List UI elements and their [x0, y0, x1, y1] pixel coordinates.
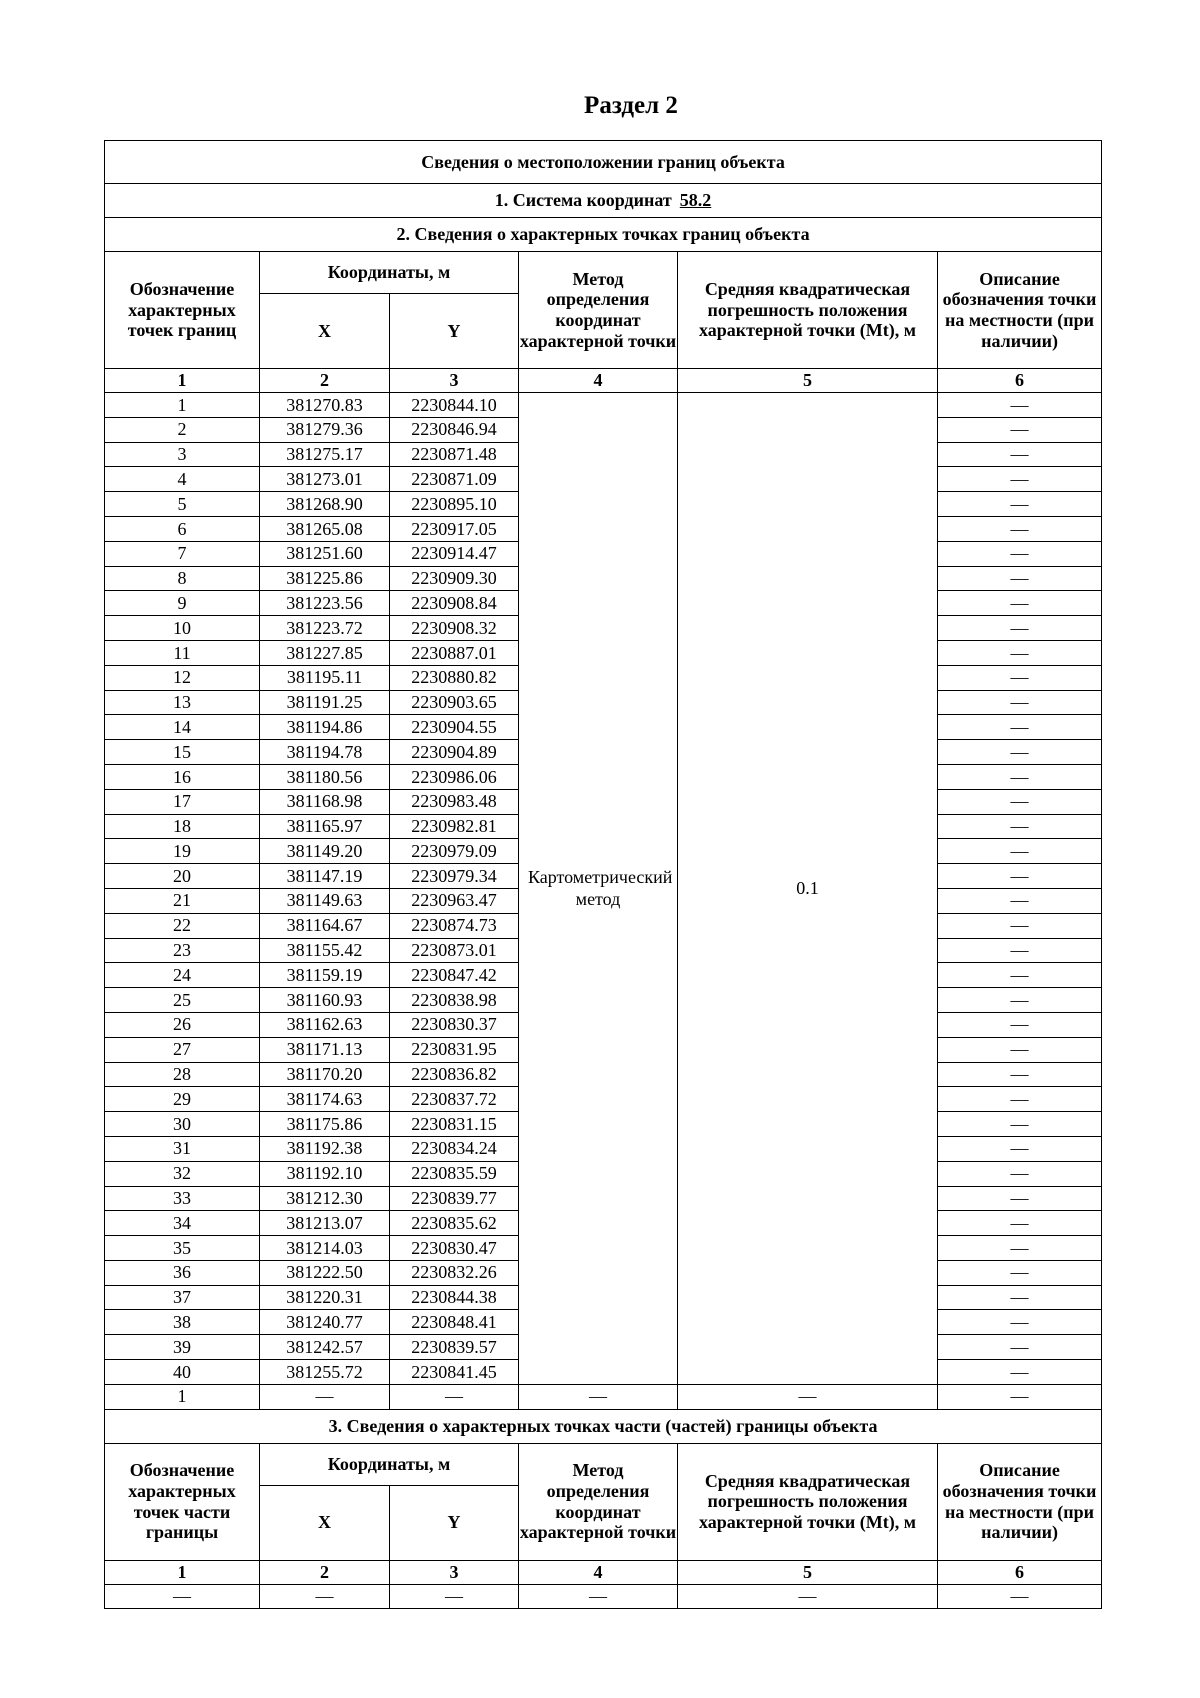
point-description: — [938, 467, 1102, 492]
method-value: Картометрический метод [528, 866, 673, 910]
point-x: 381225.86 [260, 566, 390, 591]
point-description: — [938, 541, 1102, 566]
point-number: 22 [105, 913, 260, 938]
point-y: 2230844.38 [390, 1285, 519, 1310]
header3-description: Описание обозначения точки на местности (при наличии) [938, 1443, 1102, 1560]
error-cell: 0.1 [678, 393, 938, 1385]
point-y: 2230903.65 [390, 690, 519, 715]
point-y: 2230832.26 [390, 1260, 519, 1285]
point-description: — [938, 740, 1102, 765]
point-number: 19 [105, 839, 260, 864]
col-num-5: 5 [678, 369, 938, 393]
point-x: 381170.20 [260, 1062, 390, 1087]
point-description: — [938, 1285, 1102, 1310]
point-description: — [938, 1310, 1102, 1335]
point-x: 381240.77 [260, 1310, 390, 1335]
point-number: 34 [105, 1211, 260, 1236]
point-description: — [938, 938, 1102, 963]
point-description: — [938, 417, 1102, 442]
point-y: 2230979.09 [390, 839, 519, 864]
point-y: 2230909.30 [390, 566, 519, 591]
point-y: 2230871.48 [390, 442, 519, 467]
point-number: 13 [105, 690, 260, 715]
closing-cell-3: — [390, 1384, 519, 1409]
col3-num-1: 1 [105, 1560, 260, 1584]
point-description: — [938, 1062, 1102, 1087]
col3-num-5: 5 [678, 1560, 938, 1584]
point-x: 381222.50 [260, 1260, 390, 1285]
point-x: 381194.78 [260, 740, 390, 765]
point-x: 381168.98 [260, 789, 390, 814]
point-y: 2230830.37 [390, 1012, 519, 1037]
point-number: 2 [105, 417, 260, 442]
point-description: — [938, 764, 1102, 789]
point-y: 2230917.05 [390, 516, 519, 541]
point-x: 381268.90 [260, 492, 390, 517]
column-number-row-3 [105, 1560, 1102, 1584]
col3-num-2: 2 [260, 1560, 390, 1584]
coord-system-value: 58.2 [679, 190, 712, 211]
point-y: 2230983.48 [390, 789, 519, 814]
point-description: — [938, 715, 1102, 740]
header3-y: Y [390, 1485, 519, 1560]
point-description: — [938, 1087, 1102, 1112]
point-y: 2230839.77 [390, 1186, 519, 1211]
point-y: 2230830.47 [390, 1236, 519, 1261]
point-y: 2230836.82 [390, 1062, 519, 1087]
point-description: — [938, 640, 1102, 665]
point-y: 2230986.06 [390, 764, 519, 789]
point-number: 32 [105, 1161, 260, 1186]
point-y: 2230880.82 [390, 665, 519, 690]
point-description: — [938, 1211, 1102, 1236]
closing-cell-4: — [519, 1384, 678, 1409]
point-number: 5 [105, 492, 260, 517]
closing-cell-1: 1 [105, 1384, 260, 1409]
point-y: 2230848.41 [390, 1310, 519, 1335]
point-y: 2230844.10 [390, 393, 519, 418]
point-description: — [938, 665, 1102, 690]
s3-cell-5: — [678, 1584, 938, 1609]
point-number: 23 [105, 938, 260, 963]
point-number: 40 [105, 1360, 260, 1385]
point-x: 381164.67 [260, 913, 390, 938]
point-number: 9 [105, 591, 260, 616]
point-number: 37 [105, 1285, 260, 1310]
s3-cell-3: — [390, 1584, 519, 1609]
point-x: 381175.86 [260, 1112, 390, 1137]
col-num-1: 1 [105, 369, 260, 393]
point-description: — [938, 690, 1102, 715]
point-x: 381159.19 [260, 963, 390, 988]
header-coordinates: Координаты, м [260, 252, 519, 294]
point-y: 2230831.95 [390, 1037, 519, 1062]
point-x: 381155.42 [260, 938, 390, 963]
point-number: 39 [105, 1335, 260, 1360]
point-description: — [938, 442, 1102, 467]
header3-coordinates: Координаты, м [260, 1443, 519, 1485]
section-3-title: 3. Сведения о характерных точках части (частей) границы объекта [105, 1409, 1102, 1443]
point-x: 381195.11 [260, 665, 390, 690]
s3-cell-2: — [260, 1584, 390, 1609]
point-y: 2230904.55 [390, 715, 519, 740]
point-x: 381227.85 [260, 640, 390, 665]
point-number: 15 [105, 740, 260, 765]
point-description: — [938, 888, 1102, 913]
section-2-title: 2. Сведения о характерных точках границ объекта [105, 218, 1102, 252]
point-y: 2230979.34 [390, 864, 519, 889]
header-error: Средняя квадратическая погрешность положения характерной точки (Mt), м [678, 252, 938, 369]
point-x: 381251.60 [260, 541, 390, 566]
point-number: 10 [105, 616, 260, 641]
s3-cell-4: — [519, 1584, 678, 1609]
col-num-6: 6 [938, 369, 1102, 393]
col3-num-4: 4 [519, 1560, 678, 1584]
col3-num-6: 6 [938, 1560, 1102, 1584]
header-point-designation: Обозначение характерных точек границ [105, 252, 260, 369]
closing-cell-2: — [260, 1384, 390, 1409]
header3-error: Средняя квадратическая погрешность положения характерной точки (Mt), м [678, 1443, 938, 1560]
point-description: — [938, 1360, 1102, 1385]
boundary-table [104, 140, 1102, 1609]
point-y: 2230846.94 [390, 417, 519, 442]
point-y: 2230982.81 [390, 814, 519, 839]
col-num-2: 2 [260, 369, 390, 393]
point-x: 381214.03 [260, 1236, 390, 1261]
coord-system-row [105, 184, 1102, 218]
closing-cell-6: — [938, 1384, 1102, 1409]
point-y: 2230835.62 [390, 1211, 519, 1236]
point-description: — [938, 864, 1102, 889]
point-x: 381149.63 [260, 888, 390, 913]
point-x: 381147.19 [260, 864, 390, 889]
point-y: 2230839.57 [390, 1335, 519, 1360]
point-x: 381273.01 [260, 467, 390, 492]
point-x: 381149.20 [260, 839, 390, 864]
point-description: — [938, 566, 1102, 591]
point-y: 2230908.32 [390, 616, 519, 641]
point-description: — [938, 963, 1102, 988]
method-cell [519, 393, 678, 1385]
point-row [105, 393, 1102, 418]
point-number: 29 [105, 1087, 260, 1112]
header-y: Y [390, 294, 519, 369]
point-description: — [938, 839, 1102, 864]
point-x: 381194.86 [260, 715, 390, 740]
point-number: 35 [105, 1236, 260, 1261]
point-number: 33 [105, 1186, 260, 1211]
point-number: 4 [105, 467, 260, 492]
point-description: — [938, 1012, 1102, 1037]
point-number: 16 [105, 764, 260, 789]
point-x: 381279.36 [260, 417, 390, 442]
point-x: 381165.97 [260, 814, 390, 839]
point-x: 381162.63 [260, 1012, 390, 1037]
point-description: — [938, 516, 1102, 541]
point-x: 381270.83 [260, 393, 390, 418]
col-num-3: 3 [390, 369, 519, 393]
point-description: — [938, 1136, 1102, 1161]
point-number: 38 [105, 1310, 260, 1335]
point-number: 20 [105, 864, 260, 889]
point-description: — [938, 814, 1102, 839]
header-description: Описание обозначения точки на местности (при наличии) [938, 252, 1102, 369]
point-y: 2230873.01 [390, 938, 519, 963]
point-description: — [938, 1260, 1102, 1285]
point-y: 2230908.84 [390, 591, 519, 616]
point-description: — [938, 1112, 1102, 1137]
point-x: 381242.57 [260, 1335, 390, 1360]
point-number: 6 [105, 516, 260, 541]
point-x: 381265.08 [260, 516, 390, 541]
header-method: Метод определения координат характерной точки [519, 252, 678, 369]
point-number: 1 [105, 393, 260, 418]
point-description: — [938, 1186, 1102, 1211]
header-x: X [260, 294, 390, 369]
point-number: 7 [105, 541, 260, 566]
point-x: 381191.25 [260, 690, 390, 715]
point-description: — [938, 789, 1102, 814]
point-y: 2230871.09 [390, 467, 519, 492]
point-number: 14 [105, 715, 260, 740]
point-number: 8 [105, 566, 260, 591]
point-number: 30 [105, 1112, 260, 1137]
point-description: — [938, 616, 1102, 641]
s3-cell-1: — [105, 1584, 260, 1609]
point-y: 2230914.47 [390, 541, 519, 566]
closing-cell-5: — [678, 1384, 938, 1409]
point-description: — [938, 1335, 1102, 1360]
point-number: 25 [105, 988, 260, 1013]
point-description: — [938, 1161, 1102, 1186]
point-number: 3 [105, 442, 260, 467]
header3-method: Метод определения координат характерной точки [519, 1443, 678, 1560]
point-y: 2230874.73 [390, 913, 519, 938]
point-number: 18 [105, 814, 260, 839]
point-number: 27 [105, 1037, 260, 1062]
point-x: 381212.30 [260, 1186, 390, 1211]
point-description: — [938, 492, 1102, 517]
point-x: 381223.56 [260, 591, 390, 616]
point-number: 17 [105, 789, 260, 814]
point-x: 381255.72 [260, 1360, 390, 1385]
point-number: 11 [105, 640, 260, 665]
point-x: 381171.13 [260, 1037, 390, 1062]
point-number: 36 [105, 1260, 260, 1285]
point-description: — [938, 1037, 1102, 1062]
point-description: — [938, 591, 1102, 616]
point-number: 24 [105, 963, 260, 988]
point-y: 2230963.47 [390, 888, 519, 913]
point-y: 2230838.98 [390, 988, 519, 1013]
point-y: 2230895.10 [390, 492, 519, 517]
point-description: — [938, 1236, 1102, 1261]
point-x: 381160.93 [260, 988, 390, 1013]
column-number-row [105, 369, 1102, 393]
point-description: — [938, 913, 1102, 938]
point-description: — [938, 988, 1102, 1013]
table-caption: Сведения о местоположении границ объекта [105, 141, 1102, 184]
point-x: 381223.72 [260, 616, 390, 641]
point-y: 2230887.01 [390, 640, 519, 665]
s3-cell-6: — [938, 1584, 1102, 1609]
point-y: 2230831.15 [390, 1112, 519, 1137]
point-description: — [938, 393, 1102, 418]
header3-x: X [260, 1485, 390, 1560]
point-number: 28 [105, 1062, 260, 1087]
header3-point-designation: Обозначение характерных точек части границы [105, 1443, 260, 1560]
section-3-row [105, 1584, 1102, 1609]
point-x: 381275.17 [260, 442, 390, 467]
point-y: 2230847.42 [390, 963, 519, 988]
point-x: 381220.31 [260, 1285, 390, 1310]
point-y: 2230904.89 [390, 740, 519, 765]
point-x: 381192.38 [260, 1136, 390, 1161]
point-y: 2230837.72 [390, 1087, 519, 1112]
coord-system-label: 1. Система координат [494, 190, 672, 211]
point-x: 381192.10 [260, 1161, 390, 1186]
point-number: 21 [105, 888, 260, 913]
closing-row [105, 1384, 1102, 1409]
col3-num-3: 3 [390, 1560, 519, 1584]
point-number: 26 [105, 1012, 260, 1037]
col-num-4: 4 [519, 369, 678, 393]
page-title: Раздел 2 [584, 92, 678, 119]
point-y: 2230835.59 [390, 1161, 519, 1186]
point-number: 12 [105, 665, 260, 690]
point-x: 381180.56 [260, 764, 390, 789]
point-x: 381174.63 [260, 1087, 390, 1112]
point-y: 2230834.24 [390, 1136, 519, 1161]
point-x: 381213.07 [260, 1211, 390, 1236]
point-number: 31 [105, 1136, 260, 1161]
point-y: 2230841.45 [390, 1360, 519, 1385]
